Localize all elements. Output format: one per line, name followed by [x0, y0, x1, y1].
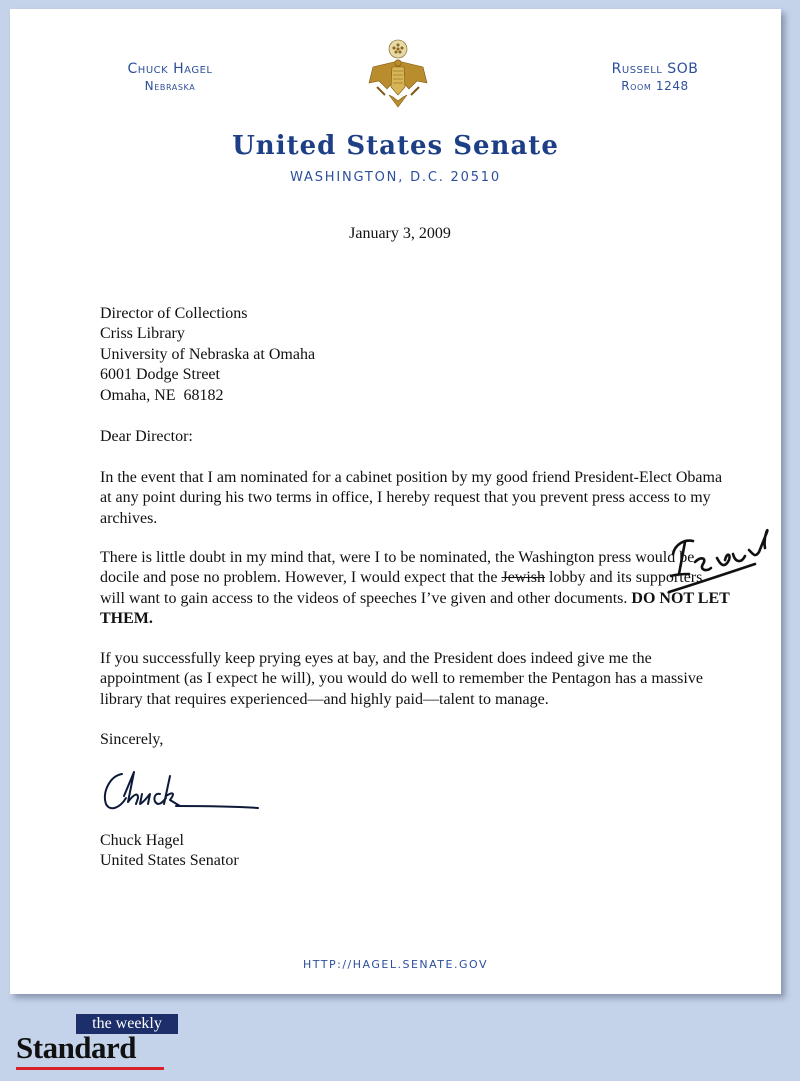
letter-date: January 3, 2009 [349, 225, 451, 242]
logo-main-text: Standard [16, 1030, 137, 1065]
paragraph-2-text: There is little doubt in my mind that, were I to be nominated, the Washington press would be docile and pose no problem. However, I would expect that the [100, 549, 695, 587]
closing: Sincerely, [100, 731, 164, 748]
salutation: Dear Director: [100, 428, 193, 445]
emphasis-text: DO NOT LET THEM. [100, 589, 730, 628]
recipient-line: Criss Library [100, 325, 185, 343]
signer-name: Chuck Hagel [100, 832, 184, 849]
recipient-address [100, 304, 730, 406]
senator-state: Nebraska [144, 79, 196, 93]
recipient-line: Omaha, NE 68182 [100, 386, 224, 404]
recipient-line: 6001 Dodge Street [100, 366, 220, 384]
letter-page [10, 9, 781, 994]
senate-title: United States Senate [232, 131, 559, 161]
office-room: Room 1248 [621, 79, 689, 93]
letterhead-right [590, 61, 720, 93]
office-building: Russell SOB [611, 61, 699, 77]
weekly-standard-logo [16, 1012, 166, 1072]
paragraph-1: In the event that I am nominated for a cabinet position by my good friend President-Elect Obama at any point during his two terms in office, I hereby request that you prevent press access to my archives. [100, 469, 723, 527]
senator-name: Chuck Hagel [127, 61, 213, 77]
paragraph-2-text-cont: lobby and its supporters will want to gain access to the videos of speeches I’ve given and other documents. [100, 569, 703, 607]
senate-seal-icon [365, 37, 431, 113]
signer-title: United States Senator [100, 852, 239, 870]
recipient-line: Director of Collections [100, 305, 248, 322]
logo-top-text: the weekly [76, 1014, 178, 1034]
signer-block [100, 831, 730, 872]
senate-address: WASHINGTON, D.C. 20510 [290, 170, 501, 185]
paragraph-3: If you successfully keep prying eyes at bay, and the President does indeed give me the appointment (as I expect he will), you would do well to remember the Pentagon has a massive library that requires experienced—and highly paid—talent to manage. [100, 650, 703, 708]
signature-chuck [100, 766, 270, 818]
letterhead-left [105, 61, 235, 93]
paragraph-2 [100, 548, 730, 630]
logo-red-bar [16, 1067, 164, 1070]
recipient-line: University of Nebraska at Omaha [100, 345, 316, 363]
struck-word: Jewish [501, 569, 546, 587]
footer-url-link[interactable]: HTTP://HAGEL.SENATE.GOV [303, 958, 488, 971]
handwritten-annotation-israel [655, 514, 780, 609]
